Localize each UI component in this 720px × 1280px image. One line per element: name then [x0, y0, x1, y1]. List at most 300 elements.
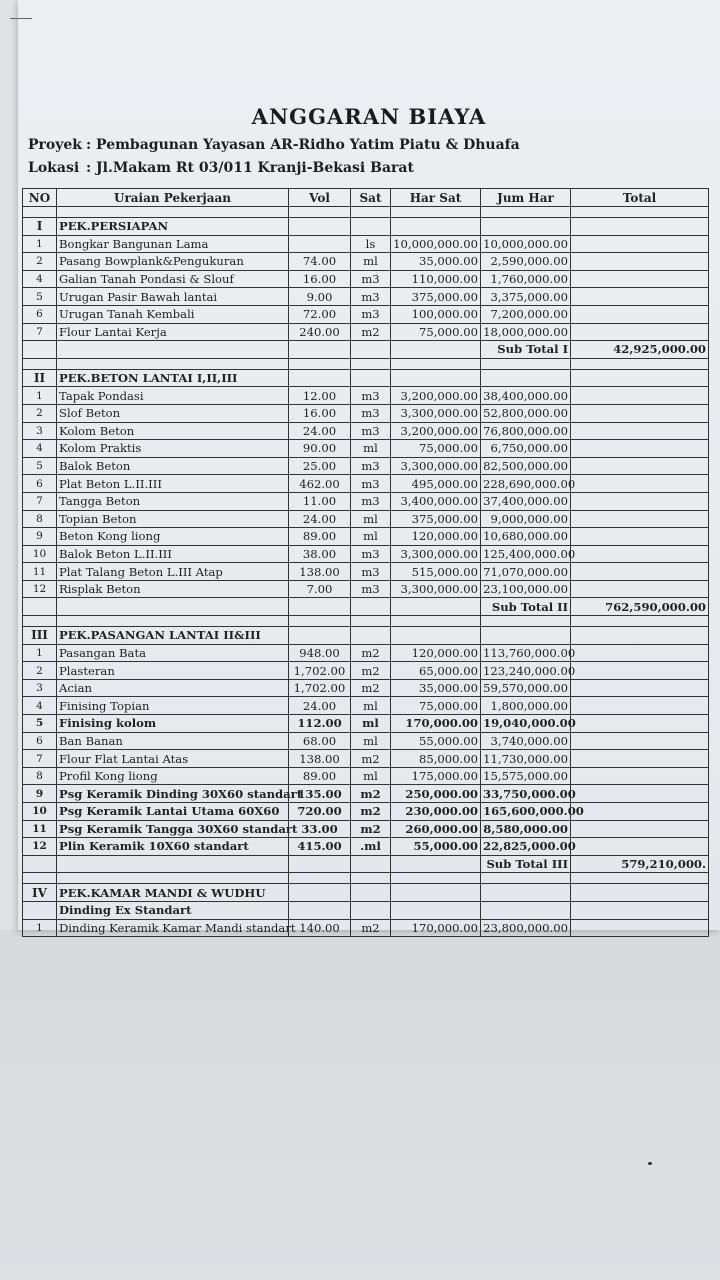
surface-mark: [648, 1162, 652, 1165]
row-amount: 8,580,000.00: [481, 820, 571, 838]
row-unit-price: 75,000.00: [391, 323, 481, 341]
section-number: IV: [23, 884, 57, 902]
row-unit-price: 375,000.00: [391, 288, 481, 306]
table-body: [23, 207, 709, 937]
subtotal-row: [23, 598, 709, 616]
subheading-label: Dinding Ex Standart: [57, 901, 289, 919]
row-volume: 138.00: [289, 563, 351, 581]
table-row: [23, 697, 709, 715]
row-description: Pasangan Bata: [57, 644, 289, 662]
subtotal-row: [23, 855, 709, 873]
section-name: PEK.BETON LANTAI I,II,III: [57, 369, 289, 387]
row-unit: ml: [351, 440, 391, 458]
empty-cell: [289, 855, 351, 873]
row-total: [571, 457, 709, 475]
row-total: [571, 767, 709, 785]
row-unit-price: 35,000.00: [391, 253, 481, 271]
empty-cell: [351, 901, 391, 919]
empty-cell: [391, 884, 481, 902]
row-volume: 24.00: [289, 697, 351, 715]
project-line: [28, 137, 520, 153]
row-amount: 228,690,000.00: [481, 475, 571, 493]
row-number: 6: [23, 305, 57, 323]
empty-cell: [57, 855, 289, 873]
spacer-cell: [289, 873, 351, 884]
row-total: [571, 644, 709, 662]
table-row: [23, 387, 709, 405]
empty-cell: [391, 341, 481, 359]
row-volume: 140.00: [289, 919, 351, 937]
row-number: 12: [23, 838, 57, 856]
row-amount: 22,825,000.00: [481, 838, 571, 856]
empty-cell: [391, 598, 481, 616]
row-total: [571, 563, 709, 581]
project-label: Proyek: [28, 137, 82, 153]
row-total: [571, 440, 709, 458]
row-number: 6: [23, 732, 57, 750]
row-unit: m3: [351, 492, 391, 510]
table-row: [23, 510, 709, 528]
empty-cell: [391, 901, 481, 919]
spacer-cell: [351, 358, 391, 369]
table-row: [23, 288, 709, 306]
table-row: [23, 323, 709, 341]
row-total: [571, 580, 709, 598]
spacer-cell: [481, 873, 571, 884]
row-unit: .ml: [351, 838, 391, 856]
row-unit-price: 515,000.00: [391, 563, 481, 581]
subtotal-label: Sub Total II: [481, 598, 571, 616]
section-row: [23, 218, 709, 236]
row-description: Profil Kong liong: [57, 767, 289, 785]
row-total: [571, 838, 709, 856]
empty-cell: [571, 218, 709, 236]
row-volume: 89.00: [289, 528, 351, 546]
row-unit: ml: [351, 253, 391, 271]
row-amount: 23,800,000.00: [481, 919, 571, 937]
table-row: [23, 750, 709, 768]
spacer-cell: [351, 207, 391, 218]
empty-cell: [351, 369, 391, 387]
row-volume: 7.00: [289, 580, 351, 598]
row-unit-price: 35,000.00: [391, 679, 481, 697]
row-amount: 82,500,000.00: [481, 457, 571, 475]
row-volume: 33.00: [289, 820, 351, 838]
row-number: 6: [23, 475, 57, 493]
row-number: 7: [23, 492, 57, 510]
row-unit: m3: [351, 387, 391, 405]
row-amount: 9,000,000.00: [481, 510, 571, 528]
row-volume: 25.00: [289, 457, 351, 475]
spacer-row: [23, 358, 709, 369]
empty-cell: [481, 884, 571, 902]
row-amount: 38,400,000.00: [481, 387, 571, 405]
row-total: [571, 803, 709, 821]
row-description: Psg Keramik Tangga 30X60 standart: [57, 820, 289, 838]
empty-cell: [481, 627, 571, 645]
row-number: 1: [23, 235, 57, 253]
row-total: [571, 750, 709, 768]
subtotal-label: Sub Total I: [481, 341, 571, 359]
row-description: Ban Banan: [57, 732, 289, 750]
col-har-sat: Har Sat: [391, 189, 481, 207]
row-amount: 71,070,000.00: [481, 563, 571, 581]
row-number: 10: [23, 803, 57, 821]
row-unit-price: 3,300,000.00: [391, 545, 481, 563]
spacer-cell: [391, 207, 481, 218]
empty-cell: [481, 901, 571, 919]
row-unit-price: 3,400,000.00: [391, 492, 481, 510]
spacer-cell: [571, 873, 709, 884]
row-amount: 165,600,000.00: [481, 803, 571, 821]
row-amount: 2,590,000.00: [481, 253, 571, 271]
row-unit: ml: [351, 510, 391, 528]
row-unit-price: 100,000.00: [391, 305, 481, 323]
row-number: 11: [23, 563, 57, 581]
section-row: [23, 627, 709, 645]
row-unit-price: 55,000.00: [391, 732, 481, 750]
row-unit: m2: [351, 679, 391, 697]
spacer-cell: [391, 358, 481, 369]
spacer-cell: [23, 207, 57, 218]
row-volume: 1,702.00: [289, 679, 351, 697]
empty-cell: [481, 218, 571, 236]
row-volume: 1,702.00: [289, 662, 351, 680]
empty-cell: [289, 341, 351, 359]
row-number: 2: [23, 662, 57, 680]
row-number: 5: [23, 457, 57, 475]
subtotal-value: 42,925,000.00: [571, 341, 709, 359]
section-name: PEK.PERSIAPAN: [57, 218, 289, 236]
empty-cell: [391, 855, 481, 873]
col-jum-har: Jum Har: [481, 189, 571, 207]
row-total: [571, 253, 709, 271]
table-row: [23, 457, 709, 475]
row-unit: m3: [351, 305, 391, 323]
spacer-cell: [481, 207, 571, 218]
row-description: Kolom Beton: [57, 422, 289, 440]
table-row: [23, 305, 709, 323]
table-row: [23, 679, 709, 697]
table-row: [23, 838, 709, 856]
spacer-cell: [289, 358, 351, 369]
row-volume: 9.00: [289, 288, 351, 306]
row-unit-price: 75,000.00: [391, 440, 481, 458]
row-total: [571, 387, 709, 405]
table-row: [23, 580, 709, 598]
row-number: 4: [23, 440, 57, 458]
row-volume: 112.00: [289, 715, 351, 733]
row-unit: m2: [351, 820, 391, 838]
row-volume: 16.00: [289, 404, 351, 422]
table-row: [23, 545, 709, 563]
row-description: Risplak Beton: [57, 580, 289, 598]
row-unit-price: 3,300,000.00: [391, 404, 481, 422]
spacer-cell: [23, 616, 57, 627]
row-volume: 415.00: [289, 838, 351, 856]
row-unit-price: 55,000.00: [391, 838, 481, 856]
row-unit-price: 75,000.00: [391, 697, 481, 715]
row-number: 11: [23, 820, 57, 838]
row-volume: [289, 235, 351, 253]
row-unit: m2: [351, 919, 391, 937]
row-unit: ml: [351, 528, 391, 546]
table-header-row: [23, 189, 709, 207]
row-unit: m3: [351, 270, 391, 288]
empty-cell: [289, 598, 351, 616]
row-volume: 720.00: [289, 803, 351, 821]
row-amount: 52,800,000.00: [481, 404, 571, 422]
row-number: 4: [23, 270, 57, 288]
row-total: [571, 492, 709, 510]
row-amount: 18,000,000.00: [481, 323, 571, 341]
table-row: [23, 563, 709, 581]
spacer-cell: [57, 358, 289, 369]
section-number: II: [23, 369, 57, 387]
subtotal-row: [23, 341, 709, 359]
spacer-cell: [351, 616, 391, 627]
col-total: Total: [571, 189, 709, 207]
table-row: [23, 732, 709, 750]
spacer-cell: [57, 207, 289, 218]
row-amount: 19,040,000.00: [481, 715, 571, 733]
row-number: 8: [23, 510, 57, 528]
row-amount: 76,800,000.00: [481, 422, 571, 440]
row-description: Flour Lantai Kerja: [57, 323, 289, 341]
empty-cell: [481, 369, 571, 387]
edge-mark: [10, 18, 32, 19]
row-description: Plat Talang Beton L.III Atap: [57, 563, 289, 581]
row-unit-price: 250,000.00: [391, 785, 481, 803]
row-number: 2: [23, 404, 57, 422]
row-number: 5: [23, 715, 57, 733]
row-description: Plasteran: [57, 662, 289, 680]
empty-cell: [391, 627, 481, 645]
row-total: [571, 475, 709, 493]
row-number: 1: [23, 919, 57, 937]
empty-cell: [351, 341, 391, 359]
spacer-cell: [481, 616, 571, 627]
row-unit-price: 170,000.00: [391, 919, 481, 937]
row-number: 8: [23, 767, 57, 785]
table-row: [23, 270, 709, 288]
spacer-cell: [23, 873, 57, 884]
row-total: [571, 662, 709, 680]
row-description: Balok Beton: [57, 457, 289, 475]
empty-cell: [391, 218, 481, 236]
row-volume: 24.00: [289, 422, 351, 440]
row-amount: 3,375,000.00: [481, 288, 571, 306]
col-sat: Sat: [351, 189, 391, 207]
row-unit-price: 110,000.00: [391, 270, 481, 288]
row-total: [571, 404, 709, 422]
table-row: [23, 919, 709, 937]
row-unit: ml: [351, 732, 391, 750]
subtotal-value: 579,210,000.: [571, 855, 709, 873]
row-unit: m3: [351, 545, 391, 563]
section-row: [23, 884, 709, 902]
row-unit-price: 170,000.00: [391, 715, 481, 733]
row-amount: 1,800,000.00: [481, 697, 571, 715]
empty-cell: [351, 855, 391, 873]
row-volume: 89.00: [289, 767, 351, 785]
row-unit: m3: [351, 475, 391, 493]
row-total: [571, 820, 709, 838]
row-unit-price: 175,000.00: [391, 767, 481, 785]
row-unit: m2: [351, 662, 391, 680]
section-name: PEK.PASANGAN LANTAI II&III: [57, 627, 289, 645]
row-amount: 125,400,000.00: [481, 545, 571, 563]
table-row: [23, 767, 709, 785]
table-row: [23, 253, 709, 271]
row-number: 12: [23, 580, 57, 598]
row-number: 9: [23, 528, 57, 546]
row-volume: 74.00: [289, 253, 351, 271]
row-total: [571, 697, 709, 715]
spacer-cell: [391, 873, 481, 884]
row-description: Psg Keramik Dinding 30X60 standart: [57, 785, 289, 803]
row-description: Balok Beton L.II.III: [57, 545, 289, 563]
row-volume: 16.00: [289, 270, 351, 288]
row-total: [571, 422, 709, 440]
budget-table: [22, 188, 709, 937]
spacer-cell: [289, 616, 351, 627]
empty-cell: [23, 341, 57, 359]
row-total: [571, 235, 709, 253]
row-volume: 240.00: [289, 323, 351, 341]
row-number: 1: [23, 644, 57, 662]
row-number: 7: [23, 323, 57, 341]
row-number: 2: [23, 253, 57, 271]
row-description: Dinding Keramik Kamar Mandi standart: [57, 919, 289, 937]
subheading-row: [23, 901, 709, 919]
row-unit-price: 3,300,000.00: [391, 457, 481, 475]
empty-cell: [571, 369, 709, 387]
spacer-cell: [351, 873, 391, 884]
section-number: III: [23, 627, 57, 645]
row-unit: ls: [351, 235, 391, 253]
row-description: Tangga Beton: [57, 492, 289, 510]
project-value: : Pembagunan Yayasan AR-Ridho Yatim Piatu & Dhuafa: [86, 137, 520, 153]
spacer-cell: [23, 358, 57, 369]
row-unit: m3: [351, 288, 391, 306]
empty-cell: [351, 627, 391, 645]
spacer-row: [23, 616, 709, 627]
row-unit: ml: [351, 697, 391, 715]
row-amount: 10,000,000.00: [481, 235, 571, 253]
row-number: 3: [23, 679, 57, 697]
col-uraian: Uraian Pekerjaan: [57, 189, 289, 207]
row-description: Plat Beton L.II.III: [57, 475, 289, 493]
row-description: Slof Beton: [57, 404, 289, 422]
row-volume: 90.00: [289, 440, 351, 458]
row-volume: 72.00: [289, 305, 351, 323]
row-volume: 24.00: [289, 510, 351, 528]
table-row: [23, 475, 709, 493]
section-number: I: [23, 218, 57, 236]
table-row: [23, 235, 709, 253]
empty-cell: [289, 627, 351, 645]
row-total: [571, 679, 709, 697]
empty-cell: [23, 598, 57, 616]
row-volume: 462.00: [289, 475, 351, 493]
empty-cell: [571, 884, 709, 902]
row-unit-price: 10,000,000.00: [391, 235, 481, 253]
row-total: [571, 919, 709, 937]
row-amount: 37,400,000.00: [481, 492, 571, 510]
table-row: [23, 785, 709, 803]
row-description: Finising Topian: [57, 697, 289, 715]
row-volume: 38.00: [289, 545, 351, 563]
empty-cell: [391, 369, 481, 387]
row-description: Acian: [57, 679, 289, 697]
spacer-cell: [391, 616, 481, 627]
row-description: Topian Beton: [57, 510, 289, 528]
row-unit: ml: [351, 715, 391, 733]
spacer-cell: [571, 207, 709, 218]
spacer-row: [23, 207, 709, 218]
row-amount: 6,750,000.00: [481, 440, 571, 458]
row-total: [571, 305, 709, 323]
row-total: [571, 510, 709, 528]
row-number: 7: [23, 750, 57, 768]
spacer-cell: [289, 207, 351, 218]
row-unit: m3: [351, 580, 391, 598]
row-amount: 123,240,000.00: [481, 662, 571, 680]
table-row: [23, 528, 709, 546]
row-unit-price: 230,000.00: [391, 803, 481, 821]
table-row: [23, 820, 709, 838]
row-unit-price: 120,000.00: [391, 644, 481, 662]
subtotal-value: 762,590,000.00: [571, 598, 709, 616]
row-number: 3: [23, 422, 57, 440]
empty-cell: [289, 884, 351, 902]
row-amount: 23,100,000.00: [481, 580, 571, 598]
row-total: [571, 732, 709, 750]
row-amount: 7,200,000.00: [481, 305, 571, 323]
row-description: Urugan Tanah Kembali: [57, 305, 289, 323]
section-row: [23, 369, 709, 387]
row-number: 9: [23, 785, 57, 803]
table-row: [23, 662, 709, 680]
spacer-cell: [57, 873, 289, 884]
row-total: [571, 323, 709, 341]
table-row: [23, 644, 709, 662]
empty-cell: [351, 598, 391, 616]
row-total: [571, 545, 709, 563]
row-amount: 33,750,000.00: [481, 785, 571, 803]
col-no: NO: [23, 189, 57, 207]
row-number: 5: [23, 288, 57, 306]
table-row: [23, 715, 709, 733]
row-amount: 15,575,000.00: [481, 767, 571, 785]
row-amount: 113,760,000.00: [481, 644, 571, 662]
empty-cell: [289, 369, 351, 387]
empty-cell: [23, 901, 57, 919]
row-number: 1: [23, 387, 57, 405]
row-total: [571, 785, 709, 803]
row-amount: 10,680,000.00: [481, 528, 571, 546]
row-amount: 59,570,000.00: [481, 679, 571, 697]
row-number: 10: [23, 545, 57, 563]
row-unit: m2: [351, 644, 391, 662]
row-volume: 138.00: [289, 750, 351, 768]
row-description: Bongkar Bangunan Lama: [57, 235, 289, 253]
row-description: Finising kolom: [57, 715, 289, 733]
spacer-cell: [481, 358, 571, 369]
empty-cell: [571, 627, 709, 645]
row-volume: 68.00: [289, 732, 351, 750]
